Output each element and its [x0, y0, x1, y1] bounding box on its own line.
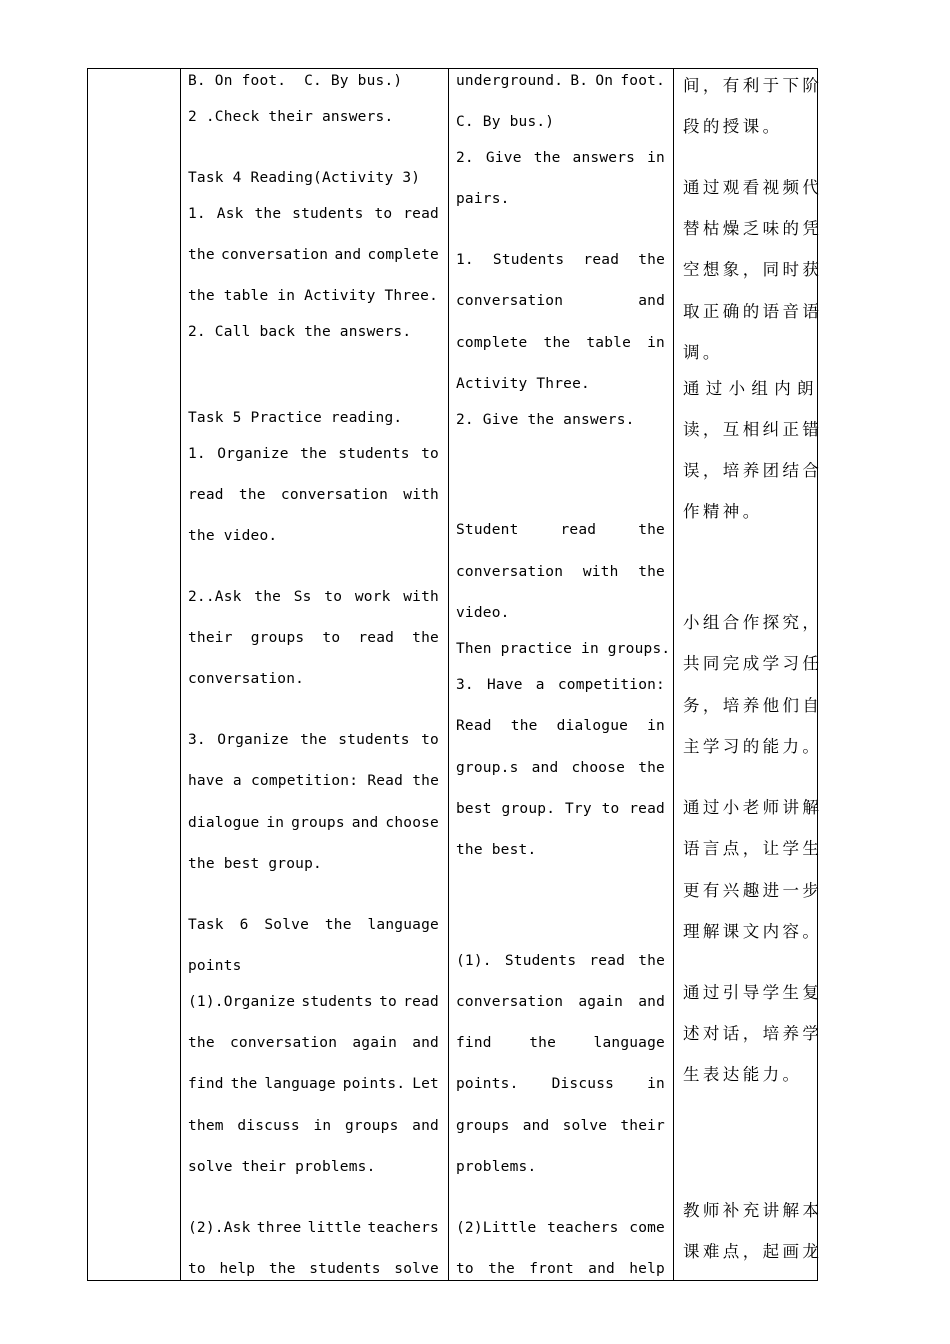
word: and — [531, 760, 559, 776]
text-line — [188, 446, 439, 462]
text-line — [188, 1261, 439, 1277]
word: 3. — [188, 732, 206, 748]
text-line: 共同完成学习任 — [683, 654, 823, 673]
word: groups — [344, 1118, 399, 1134]
word: 1. — [188, 446, 206, 462]
text-line: 替枯燥乏味的凭 — [683, 219, 823, 238]
word: groups — [250, 630, 305, 646]
word: choose — [385, 815, 439, 831]
word: language — [593, 1035, 665, 1051]
word: in — [647, 150, 665, 166]
text-line: the table in Activity Three. — [188, 288, 439, 304]
text-line: the best. — [456, 842, 537, 858]
text-line: problems. — [456, 1159, 537, 1175]
word: the — [638, 522, 665, 538]
word: Ss — [293, 589, 312, 605]
word: read — [403, 206, 439, 222]
text-line — [456, 1261, 665, 1277]
word: the — [268, 1261, 296, 1277]
text-line: 取正确的语音语 — [683, 302, 823, 321]
word: the — [238, 487, 266, 503]
text-line — [188, 732, 439, 748]
word: language — [367, 917, 439, 933]
text-line: Task 4 Reading(Activity 3) — [188, 170, 421, 186]
text-line: 语言点，让学生 — [683, 839, 823, 858]
word: the — [529, 1035, 557, 1051]
word: to — [601, 801, 620, 817]
word: students — [338, 446, 410, 462]
word: teachers — [367, 1220, 439, 1236]
text-line — [456, 953, 665, 969]
word: the — [488, 1261, 515, 1277]
text-line: 通过引导学生复 — [683, 983, 823, 1002]
text-line — [456, 1220, 665, 1236]
word: Read — [367, 773, 404, 789]
text-line: video. — [456, 605, 510, 621]
word: find — [456, 1035, 492, 1051]
text-line — [456, 252, 665, 268]
word: (2).Ask — [188, 1220, 251, 1236]
text-line: 2. Call back the answers. — [188, 324, 412, 340]
text-line: the video. — [188, 528, 278, 544]
word: in — [647, 718, 665, 734]
word: the — [324, 917, 352, 933]
word: the — [188, 1035, 215, 1051]
word: answers — [572, 150, 636, 166]
text-line: 段的授课。 — [683, 117, 783, 136]
word: read — [583, 252, 620, 268]
text-line: 生表达能力。 — [683, 1065, 803, 1084]
word: with — [403, 589, 439, 605]
text-line: 通过小老师讲解 — [683, 798, 823, 817]
word: their — [188, 630, 233, 646]
word: points. — [342, 1076, 406, 1092]
word: Let — [412, 1076, 439, 1092]
word: to — [379, 994, 397, 1010]
text-line: 2 .Check their answers. — [188, 109, 394, 125]
word: in — [266, 815, 285, 831]
word: front — [529, 1261, 574, 1277]
word: conversation — [221, 247, 329, 263]
text-line: 述对话，培养学 — [683, 1024, 823, 1043]
word: to — [322, 630, 341, 646]
word: students — [301, 994, 373, 1010]
text-line — [456, 335, 665, 351]
text-line — [188, 206, 439, 222]
text-line: Activity Three. — [456, 376, 590, 392]
word: 6 — [239, 917, 249, 933]
word: read — [188, 487, 224, 503]
word: conversation — [456, 564, 564, 580]
word: students — [309, 1261, 381, 1277]
word: help — [219, 1261, 256, 1277]
word: the — [188, 247, 215, 263]
text-line — [188, 1035, 439, 1051]
word: students — [292, 206, 364, 222]
word: (1).Organize — [188, 994, 296, 1010]
word: again — [578, 994, 624, 1010]
text-line — [456, 677, 665, 693]
text-line — [456, 293, 665, 309]
word: their — [620, 1118, 665, 1134]
text-line: conversation. — [188, 671, 305, 687]
word: foot. — [620, 73, 665, 89]
word: students — [338, 732, 410, 748]
word: teachers — [547, 1220, 619, 1236]
word: table — [586, 335, 632, 351]
word: them — [188, 1118, 224, 1134]
word: the — [254, 589, 282, 605]
word: Students — [504, 953, 577, 969]
text-line: 作精神。 — [683, 502, 763, 521]
text-line — [188, 487, 439, 503]
word: read — [589, 953, 626, 969]
text-line: C. By bus.) — [456, 114, 555, 130]
word: competition: — [557, 677, 665, 693]
word: Solve — [264, 917, 310, 933]
word: and — [522, 1118, 550, 1134]
text-line — [188, 773, 439, 789]
word: the — [510, 718, 538, 734]
text-line: the best group. — [188, 856, 322, 872]
word: Students — [492, 252, 565, 268]
text-line — [188, 589, 439, 605]
word: the — [638, 564, 665, 580]
word: the — [300, 732, 327, 748]
word: to — [421, 446, 439, 462]
text-line — [456, 1035, 665, 1051]
word: points. — [456, 1076, 519, 1092]
word: the — [300, 446, 327, 462]
text-line: 更有兴趣进一步 — [683, 881, 823, 900]
text-line — [456, 522, 665, 538]
text-line — [188, 917, 439, 933]
text-line: 理解课文内容。 — [683, 922, 823, 941]
text-line — [188, 247, 439, 263]
word: group.s — [456, 760, 519, 776]
text-line: 间，有利于下阶 — [683, 76, 823, 95]
text-line: 务，培养他们自 — [683, 696, 823, 715]
word: in — [647, 335, 665, 351]
word: read — [403, 994, 439, 1010]
text-line — [456, 73, 665, 89]
text-line: 教师补充讲解本 — [683, 1201, 823, 1220]
word: the — [638, 760, 665, 776]
word: 2. — [456, 150, 474, 166]
text-line: 调。 — [683, 343, 723, 362]
word: help — [629, 1261, 665, 1277]
word: conversation — [456, 994, 564, 1010]
word: the — [543, 335, 571, 351]
word: the — [533, 150, 561, 166]
text-line — [456, 150, 665, 166]
word: underground. — [456, 73, 564, 89]
word: to — [456, 1261, 474, 1277]
word: and — [638, 994, 665, 1010]
text-line — [456, 760, 665, 776]
word: Ask — [216, 206, 244, 222]
text-line: Then practice in groups. — [456, 641, 671, 657]
text-line: 通过小组内朗 — [683, 379, 820, 398]
word: to — [374, 206, 393, 222]
text-line: 2. Give the answers. — [456, 412, 635, 428]
word: the — [254, 206, 282, 222]
word: three — [256, 1220, 302, 1236]
word: again — [352, 1035, 397, 1051]
word: best — [456, 801, 492, 817]
word: read — [358, 630, 395, 646]
text-line: pairs. — [456, 191, 510, 207]
text-line: B. On foot. C. By bus.) — [188, 73, 403, 89]
word: have — [188, 773, 224, 789]
word: solve — [394, 1261, 439, 1277]
text-line: 主学习的能力。 — [683, 737, 823, 756]
text-line — [456, 994, 665, 1010]
word: in — [313, 1118, 332, 1134]
word: Organize — [217, 732, 289, 748]
word: to — [324, 589, 343, 605]
text-line: 误，培养团结合 — [683, 461, 823, 480]
word: come — [629, 1220, 665, 1236]
text-line: 小组合作探究， — [683, 613, 823, 632]
word: discuss — [237, 1118, 300, 1134]
word: group. — [501, 801, 556, 817]
word: a — [535, 677, 545, 693]
word: 2..Ask — [188, 589, 242, 605]
word: competition: — [250, 773, 359, 789]
word: find — [188, 1076, 224, 1092]
word: complete — [456, 335, 528, 351]
word: 1. — [456, 252, 474, 268]
text-line — [188, 630, 439, 646]
word: the — [638, 953, 665, 969]
word: to — [188, 1261, 206, 1277]
text-line — [456, 801, 665, 817]
word: with — [582, 564, 619, 580]
word: choose — [571, 760, 626, 776]
column-divider — [448, 69, 449, 1280]
word: and — [412, 1118, 439, 1134]
word: Discuss — [551, 1076, 615, 1092]
word: and — [351, 815, 379, 831]
text-line — [188, 1076, 439, 1092]
word: read — [629, 801, 665, 817]
text-line: 通过观看视频代 — [683, 178, 823, 197]
word: the — [230, 1076, 258, 1092]
word: with — [403, 487, 439, 503]
word: groups — [291, 815, 345, 831]
word: Task — [188, 917, 224, 933]
column-divider — [673, 69, 674, 1280]
word: to — [421, 732, 439, 748]
word: Have — [486, 677, 523, 693]
word: groups — [456, 1118, 510, 1134]
text-line: solve their problems. — [188, 1159, 376, 1175]
text-line — [456, 718, 665, 734]
word: a — [232, 773, 242, 789]
word: solve — [562, 1118, 608, 1134]
word: Student — [456, 522, 519, 538]
word: Give — [485, 150, 522, 166]
word: the — [638, 252, 665, 268]
text-line — [188, 994, 439, 1010]
word: On — [595, 73, 614, 89]
word: 3. — [456, 677, 474, 693]
word: Read — [456, 718, 492, 734]
word: work — [354, 589, 391, 605]
text-line — [456, 1118, 665, 1134]
text-line: Task 5 Practice reading. — [188, 410, 403, 426]
text-line — [188, 1220, 439, 1236]
text-line — [188, 815, 439, 831]
word: in — [647, 1076, 665, 1092]
word: 1. — [188, 206, 206, 222]
word: Try — [564, 801, 592, 817]
word: read — [560, 522, 597, 538]
text-line: 读，互相纠正错 — [683, 420, 823, 439]
word: dialogue — [556, 718, 629, 734]
word: and — [334, 247, 362, 263]
word: Organize — [217, 446, 289, 462]
word: (1). — [456, 953, 492, 969]
word: and — [638, 293, 665, 309]
text-line — [456, 1076, 665, 1092]
word: language — [264, 1076, 336, 1092]
word: complete — [367, 247, 439, 263]
text-line: 空想象，同时获 — [683, 260, 823, 279]
word: and — [412, 1035, 439, 1051]
word: the — [412, 773, 439, 789]
word: (2)Little — [456, 1220, 537, 1236]
text-line — [188, 1118, 439, 1134]
word: conversation — [456, 293, 564, 309]
text-line — [456, 564, 665, 580]
word: conversation — [229, 1035, 338, 1051]
text-line: points — [188, 958, 242, 974]
word: the — [412, 630, 439, 646]
word: little — [307, 1220, 362, 1236]
word: conversation — [280, 487, 389, 503]
word: B. — [570, 73, 589, 89]
word: dialogue — [188, 815, 260, 831]
word: and — [588, 1261, 615, 1277]
text-line: 课难点，起画龙 — [683, 1242, 823, 1261]
column-divider — [180, 69, 181, 1280]
